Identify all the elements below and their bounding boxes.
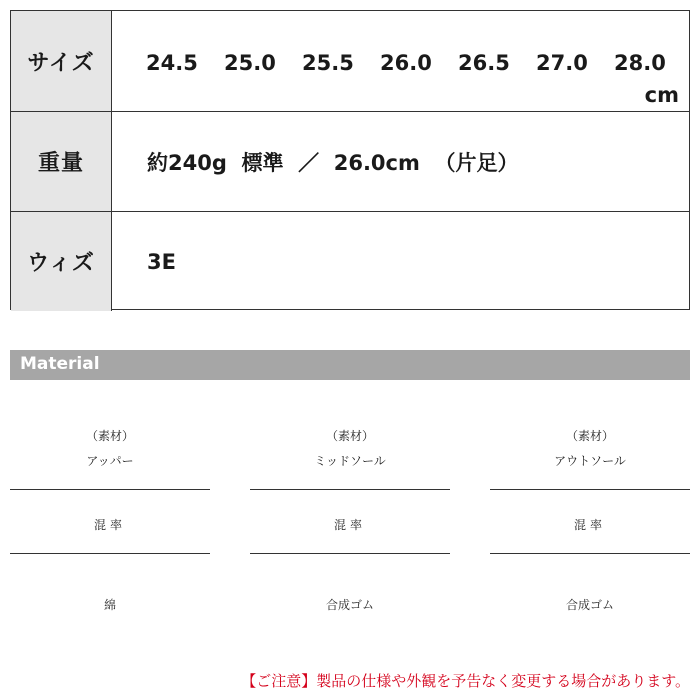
size-header: サイズ bbox=[11, 11, 112, 111]
size-unit: cm bbox=[644, 83, 679, 107]
ratio-label: 混率 bbox=[93, 518, 126, 532]
material-value: 合成ゴム bbox=[565, 598, 614, 612]
width-value: 3E bbox=[147, 249, 176, 274]
notice-text: 【ご注意】製品の仕様や外観を予告なく変更する場合があります。 bbox=[241, 672, 690, 690]
ratio-label: 混率 bbox=[573, 518, 606, 532]
material-label: （素材） bbox=[85, 429, 134, 443]
weight-header: 重量 bbox=[11, 112, 112, 211]
material-value: 合成ゴム bbox=[325, 598, 374, 612]
divider bbox=[490, 489, 690, 490]
spec-table bbox=[10, 10, 690, 310]
weight-value: 約240g 標準 ／ 26.0cm （片足） bbox=[147, 150, 519, 175]
material-column-midsole bbox=[250, 380, 450, 620]
size-value: 24.5 bbox=[146, 51, 198, 75]
material-column-outsole bbox=[490, 380, 690, 620]
size-values bbox=[111, 11, 689, 111]
size-value: 27.0 bbox=[536, 51, 588, 75]
divider bbox=[250, 553, 450, 554]
size-row bbox=[11, 11, 689, 111]
size-value: 25.0 bbox=[224, 51, 276, 75]
divider bbox=[10, 553, 210, 554]
weight-row bbox=[11, 111, 689, 211]
divider bbox=[250, 489, 450, 490]
width-row bbox=[11, 211, 689, 311]
material-label: （素材） bbox=[325, 429, 374, 443]
material-title: Material bbox=[20, 354, 100, 374]
divider bbox=[490, 553, 690, 554]
ratio-label: 混率 bbox=[333, 518, 366, 532]
width-header: ウィズ bbox=[11, 212, 112, 311]
size-value: 28.0 bbox=[614, 51, 666, 75]
size-value: 26.0 bbox=[380, 51, 432, 75]
material-part-name: アッパー bbox=[86, 454, 134, 468]
material-column-upper bbox=[10, 380, 210, 620]
material-value: 綿 bbox=[103, 598, 116, 612]
material-part-name: アウトソール bbox=[554, 454, 626, 468]
material-section-header bbox=[10, 350, 690, 380]
divider bbox=[10, 489, 210, 490]
size-value: 26.5 bbox=[458, 51, 510, 75]
material-label: （素材） bbox=[565, 429, 614, 443]
material-part-name: ミッドソール bbox=[314, 454, 386, 468]
size-value: 25.5 bbox=[302, 51, 354, 75]
